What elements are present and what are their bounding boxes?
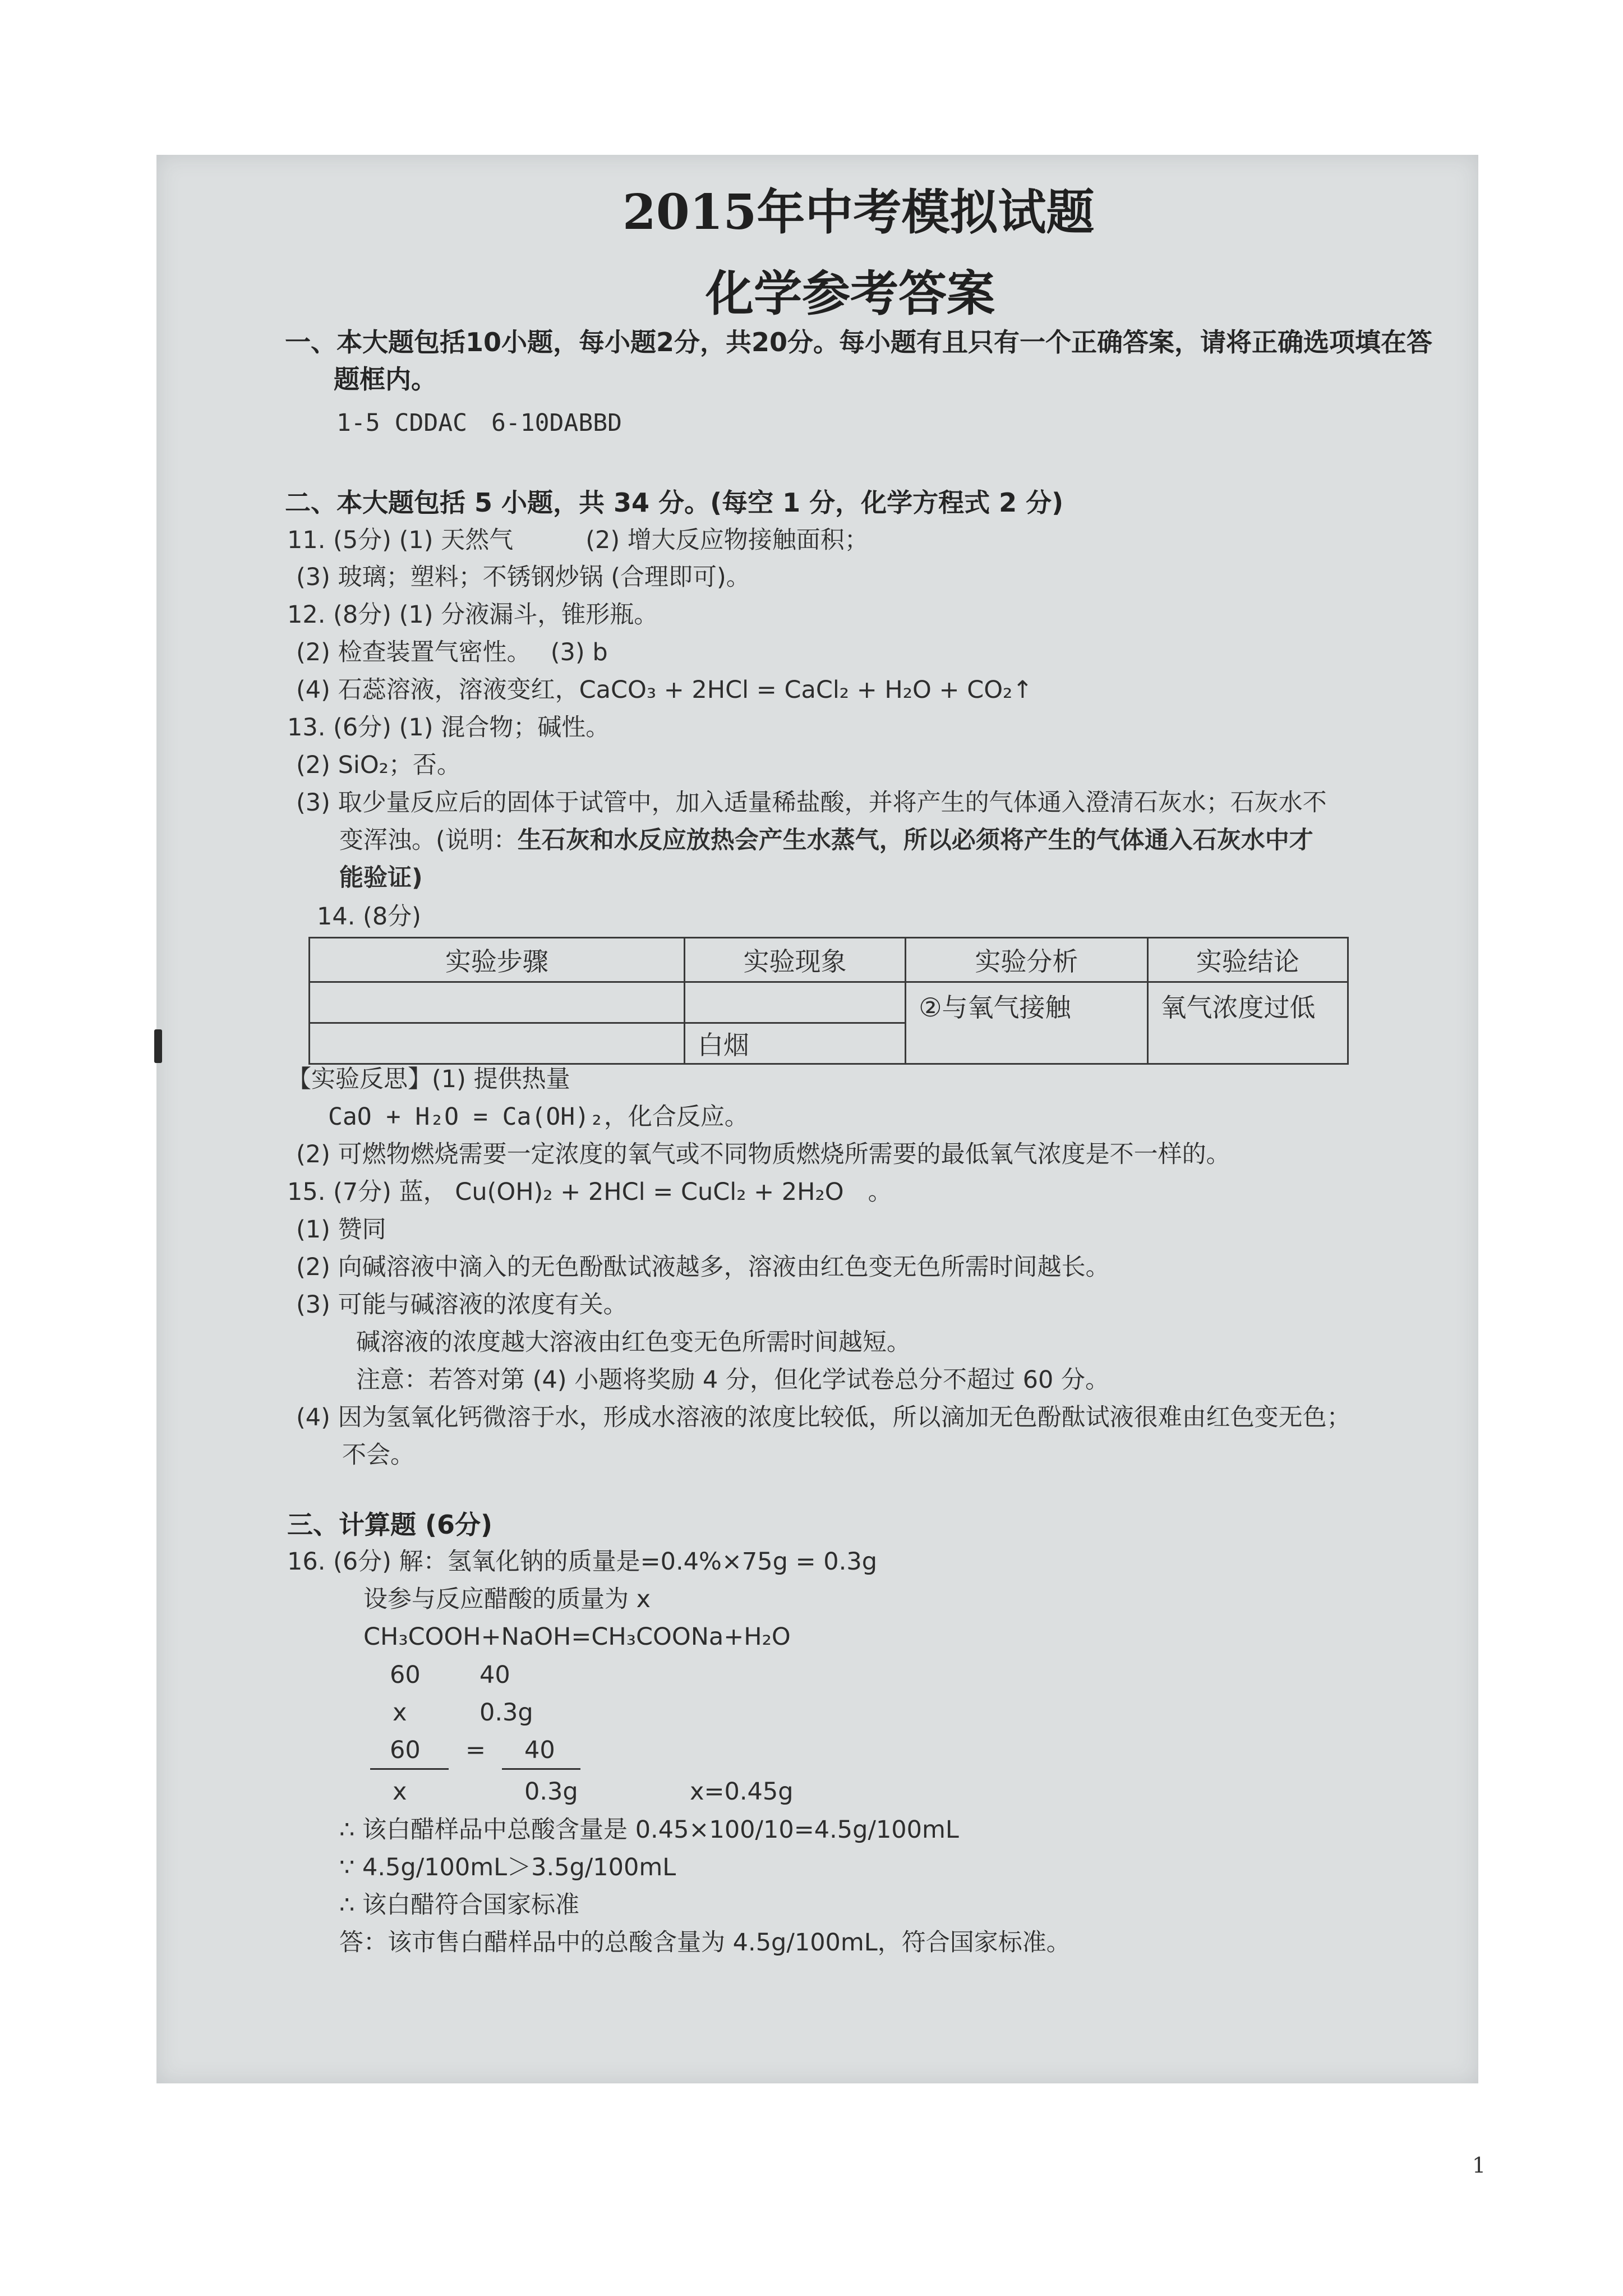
fraction-left-numerator: 60 [390,1736,421,1764]
because-comparison: ∵ 4.5g/100mL＞3.5g/100mL [339,1853,676,1881]
header-phenomenon: 实验现象 [684,938,905,982]
section3-heading: 三、计算题 (6分) [287,1510,493,1540]
q13-line4-text: 变浑浊。(说明： [339,826,518,854]
q13-line3: (3) 取少量反应后的固体于试管中，加入适量稀盐酸，并将产生的气体通入澄清石灰水；石灰水不 [296,789,1327,817]
fraction-right-denominator: 0.3g [524,1778,578,1806]
scan-edge-mark [154,1029,162,1063]
q12-line1: 12. (8分) (1) 分液漏斗，锥形瓶。 [287,601,658,629]
q13-line4 [339,826,1313,856]
reflection-line1: 【实验反思】(1) 提供热量 [287,1065,570,1093]
q15-line7: (4) 因为氢氧化钙微溶于水，形成水溶液的浓度比较低，所以滴加无色酚酞试液很难由红色变无色； [296,1404,1351,1432]
q13-line2: (2) SiO₂；否。 [296,751,461,779]
q13-line1: 13. (6分) (1) 混合物；碱性。 [287,714,610,742]
q15-line4: (3) 可能与碱溶液的浓度有关。 [296,1291,628,1319]
table-row [310,982,1348,1023]
fraction-bar-right [502,1768,580,1770]
q15-line5: 碱溶液的浓度越大溶液由红色变无色所需时间越短。 [356,1328,911,1356]
cell-steps-2 [310,1023,685,1064]
fraction-bar-left [370,1768,449,1770]
q15-line3: (2) 向碱溶液中滴入的无色酚酞试液越多，溶液由红色变无色所需时间越长。 [296,1253,1110,1281]
therefore-total-acid: ∴ 该白醋样品中总酸含量是 0.45×100/10=4.5g/100mL [339,1816,959,1844]
unknown-x: x [393,1699,407,1727]
q15-line6: 注意：若答对第 (4) 小题将奖励 4 分，但化学试卷总分不超过 60 分。 [356,1366,1109,1394]
q13-line5: 能验证) [339,864,423,892]
experiment-table [308,937,1349,1065]
mass-naoh: 0.3g [479,1699,533,1727]
exam-title: 2015年中考模拟试题 [623,184,1095,241]
q12-line2: (2) 检查装置气密性。 (3) b [296,638,608,666]
q13-note-bold: 生石灰和水反应放热会产生水蒸气，所以必须将产生的气体通入石灰水中才 [517,826,1313,854]
q15-line8: 不会。 [342,1441,414,1469]
page-number: 1 [1472,2153,1486,2178]
final-answer: 答：该市售白醋样品中的总酸含量为 4.5g/100mL，符合国家标准。 [339,1929,1071,1957]
molar-mass-acid: 60 [390,1661,421,1689]
fraction-left-denominator: x [393,1778,407,1806]
q11-line1: 11. (5分) (1) 天然气 (2) 增大反应物接触面积； [287,526,869,554]
q14-label: 14. (8分) [317,903,421,931]
header-conclusion: 实验结论 [1147,938,1348,982]
section2-heading: 二、本大题包括 5 小题，共 34 分。(每空 1 分，化学方程式 2 分) [285,487,1064,518]
cell-analysis: ②与氧气接触 [906,982,1147,1064]
therefore-standard: ∴ 该白醋符合国家标准 [339,1891,580,1919]
molar-mass-naoh: 40 [479,1661,510,1689]
reflection-line2: CaO + H₂O = Ca(OH)₂，化合反应。 [328,1103,749,1131]
q15-line2: (1) 赞同 [296,1216,386,1244]
q15-line1: 15. (7分) 蓝， Cu(OH)₂ + 2HCl = CuCl₂ + 2H₂O 。 [287,1178,892,1206]
header-analysis: 实验分析 [906,938,1147,982]
cell-phenomenon-2: 白烟 [684,1023,905,1064]
cell-steps-1 [310,982,685,1023]
cell-phenomenon-1 [684,982,905,1023]
table-header-row [310,938,1348,982]
cell-conclusion: 氧气浓度过低 [1147,982,1348,1064]
reflection-line3: (2) 可燃物燃烧需要一定浓度的氧气或不同物质燃烧所需要的最低氧气浓度是不一样的。 [296,1140,1230,1168]
header-steps: 实验步骤 [310,938,685,982]
q16-line1: 16. (6分) 解：氢氧化钠的质量是=0.4%×75g = 0.3g [287,1548,877,1576]
q16-equation: CH₃COOH+NaOH=CH₃COONa+H₂O [363,1623,791,1651]
q11-line2: (3) 玻璃；塑料；不锈钢炒锅 (合理即可)。 [296,563,750,591]
fraction-right-numerator: 40 [524,1736,555,1764]
section1-answers: 1-5 CDDAC 6-10DABBD [336,409,622,437]
q12-line3: (4) 石蕊溶液，溶液变红，CaCO₃ + 2HCl = CaCl₂ + H₂O + CO₂↑ [296,676,1033,704]
section1-heading-cont: 题框内。 [334,364,437,394]
q16-line2: 设参与反应醋酸的质量为 x [363,1585,651,1613]
fraction-equals: = [465,1736,486,1764]
answer-key-title: 化学参考答案 [706,265,995,322]
result-x: x=0.45g [690,1778,794,1806]
section1-heading: 一、本大题包括10小题，每小题2分，共20分。每小题有且只有一个正确答案，请将正确选项填在答 [285,327,1433,357]
